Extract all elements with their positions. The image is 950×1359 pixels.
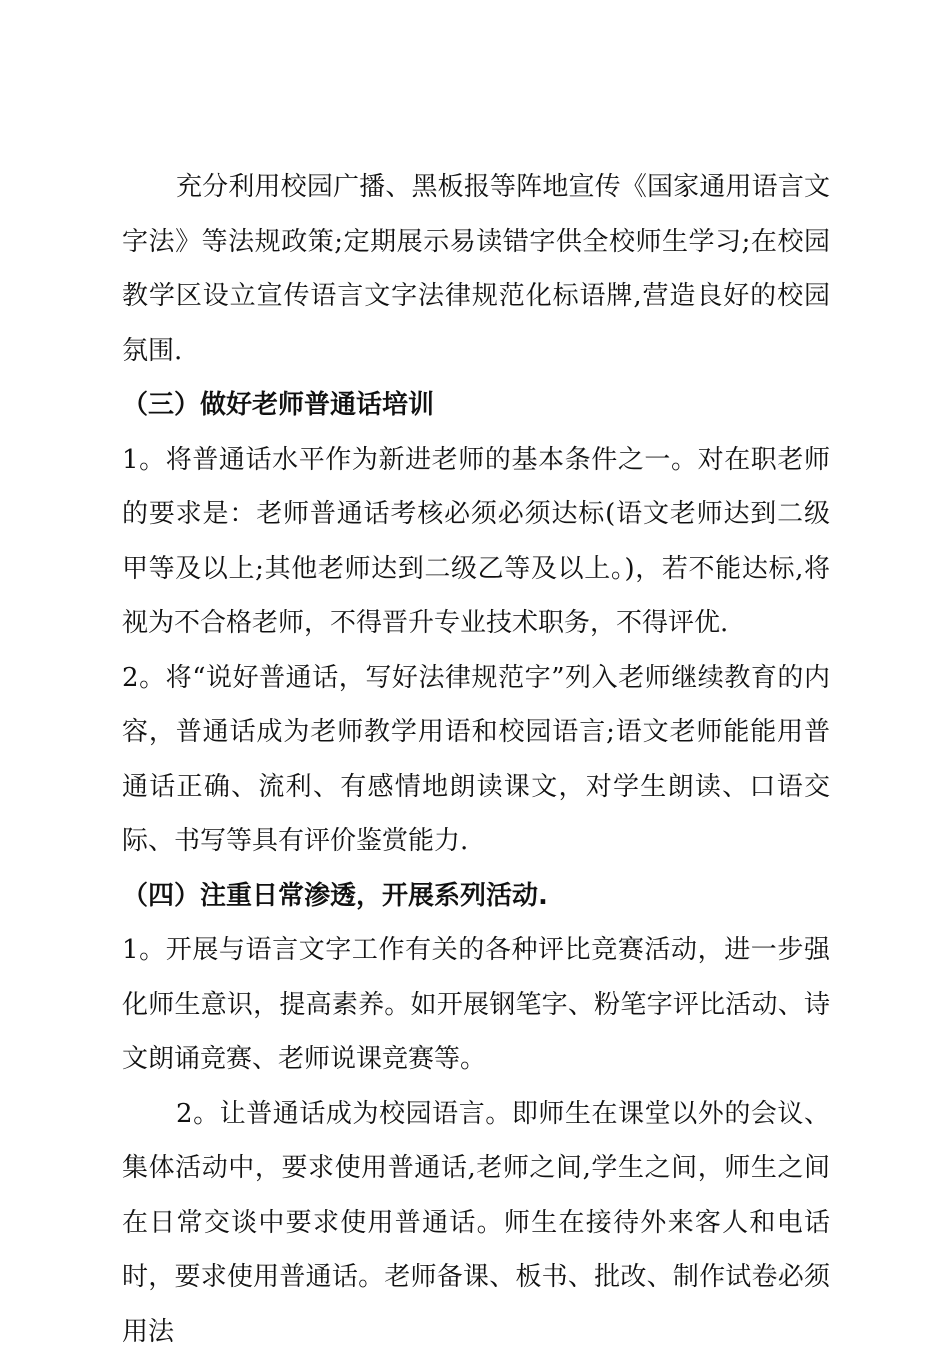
- document-page: [122, 160, 830, 1359]
- section-3-item-2: 2。将“说好普通话，写好法律规范字”列入老师继续教育的内容，普通话成为老师教学用语和校园语言;语文老师能能用普通话正确、流利、有感情地朗读课文，对学生朗读、口语交际、书写等具有评价鉴赏能力.: [122, 651, 830, 869]
- section-heading-4: （四）注重日常渗透，开展系列活动.: [122, 869, 830, 924]
- section-4-item-2: 2。让普通话成为校园语言。即师生在课堂以外的会议、集体活动中，要求使用普通话,老师之间,学生之间，师生之间在日常交谈中要求使用普通话。师生在接待外来客人和电话时，要求使用普通话。老师备课、板书、批改、制作试卷必须用法: [122, 1087, 830, 1359]
- intro-paragraph: 充分利用校园广播、黑板报等阵地宣传《国家通用语言文字法》等法规政策;定期展示易读错字供全校师生学习;在校园教学区设立宣传语言文字法律规范化标语牌,营造良好的校园氛围.: [122, 160, 830, 378]
- section-4-item-1: 1。开展与语言文字工作有关的各种评比竞赛活动，进一步强化师生意识，提高素养。如开展钢笔字、粉笔字评比活动、诗文朗诵竞赛、老师说课竞赛等。: [122, 923, 830, 1087]
- section-heading-3: （三）做好老师普通话培训: [122, 378, 830, 433]
- section-3-item-1: 1。将普通话水平作为新进老师的基本条件之一。对在职老师的要求是：老师普通话考核必须必须达标(语文老师达到二级甲等及以上;其他老师达到二级乙等及以上。)，若不能达标,将视为不合格老师，不得晋升专业技术职务，不得评优.: [122, 433, 830, 651]
